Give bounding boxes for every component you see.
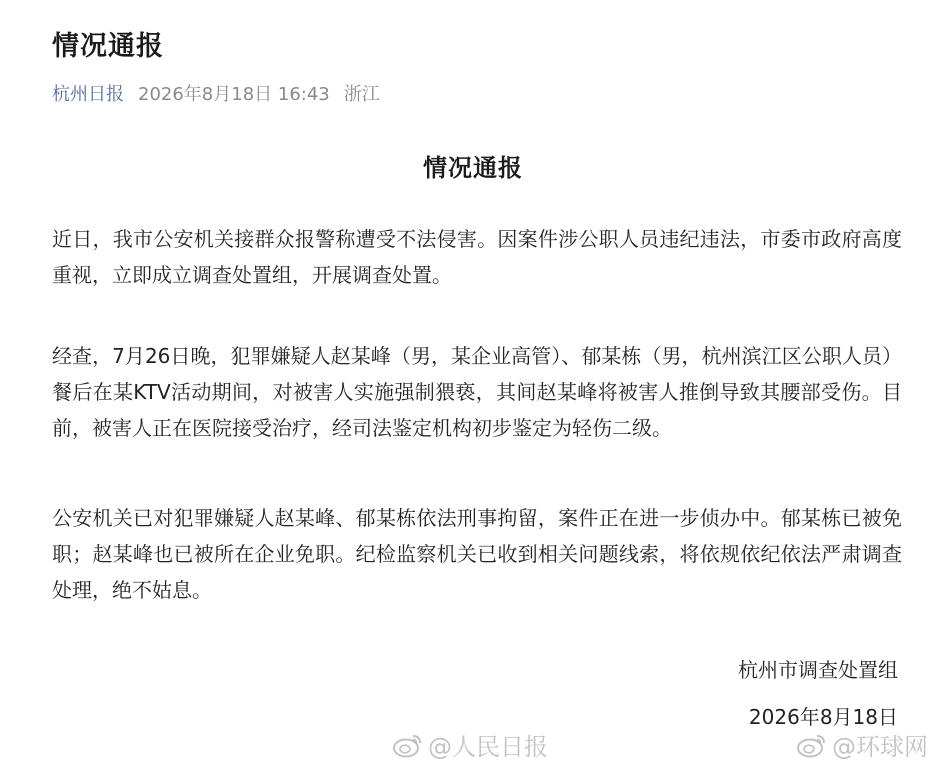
article-meta <box>52 80 380 106</box>
notice-paragraph: 经查，7月26日晚，犯罪嫌疑人赵某峰（男，某企业高管）、郁某栋（男，杭州滨江区公职人员）餐后在某KTV活动期间，对被害人实施强制猥亵，其间赵某峰将被害人推倒导致其腰部受伤。目前，被害人正在医院接受治疗，经司法鉴定机构初步鉴定为轻伤二级。 <box>52 344 902 440</box>
publish-location: 浙江 <box>343 84 380 105</box>
signature-org: 杭州市调查处置组 <box>738 658 898 682</box>
watermark <box>796 727 928 762</box>
weibo-icon <box>392 731 424 759</box>
signature-date: 2026年8月18日 <box>748 705 898 729</box>
publish-datetime: 2026年8月18日 16:43 <box>138 84 330 105</box>
notice-title: 情况通报 <box>423 154 523 182</box>
watermark-text: @人民日报 <box>428 733 548 761</box>
watermark-text: @环球网 <box>832 733 928 761</box>
notice-paragraph: 近日，我市公安机关接群众报警称遭受不法侵害。因案件涉公职人员违纪违法，市委市政府高度重视，立即成立调查处置组，开展调查处置。 <box>52 227 902 287</box>
source-link[interactable]: 杭州日报 <box>52 84 124 105</box>
weibo-icon <box>796 731 828 759</box>
watermark <box>392 727 548 762</box>
page-title: 情况通报 <box>52 31 164 62</box>
notice-paragraph: 公安机关已对犯罪嫌疑人赵某峰、郁某栋依法刑事拘留，案件正在进一步侦办中。郁某栋已被免职；赵某峰也已被所在企业免职。纪检监察机关已收到相关问题线索，将依规依纪依法严肃调查处理，绝不姑息。 <box>52 506 902 602</box>
